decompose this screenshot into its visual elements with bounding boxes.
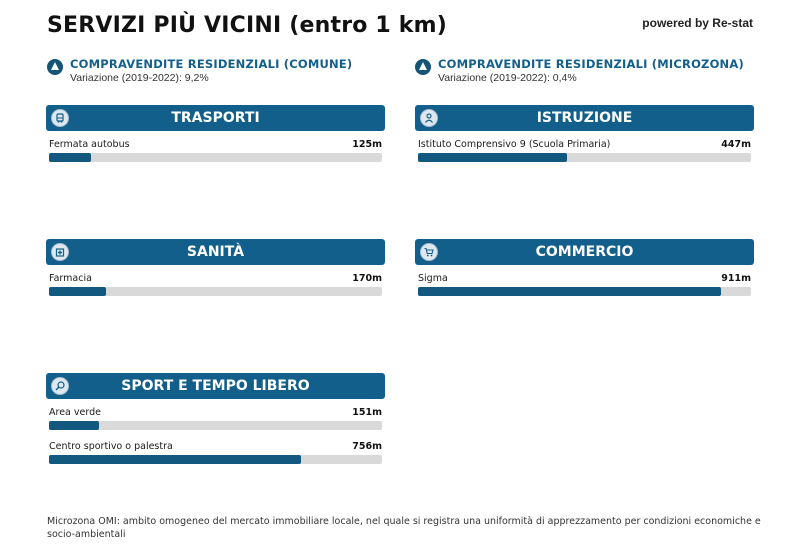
list-item — [49, 441, 382, 465]
service-label: Centro sportivo o palestra — [49, 441, 173, 452]
card-header — [46, 239, 385, 265]
powered-by: powered by Re-stat — [642, 16, 753, 30]
cart-icon — [420, 243, 438, 261]
list-item — [418, 273, 751, 297]
service-label: Fermata autobus — [49, 139, 130, 150]
list-item — [418, 139, 751, 163]
service-label: Sigma — [418, 273, 448, 284]
list-item — [49, 273, 382, 297]
card-title: ISTRUZIONE — [536, 110, 633, 126]
card-title: SPORT E TEMPO LIBERO — [121, 378, 310, 394]
hospital-icon — [51, 243, 69, 261]
card-header — [415, 239, 754, 265]
tennis-icon — [51, 377, 69, 395]
distance-bar — [49, 153, 382, 162]
service-distance: 151m — [352, 407, 382, 418]
trend-variation: Variazione (2019-2022): 0,4% — [438, 72, 577, 84]
card-istruzione — [415, 105, 754, 163]
page-title: SERVIZI PIÙ VICINI (entro 1 km) — [47, 13, 448, 38]
card-header — [46, 105, 385, 131]
service-distance: 170m — [352, 273, 382, 284]
list-item — [49, 407, 382, 431]
trend-heading: COMPRAVENDITE RESIDENZIALI (MICROZONA) — [438, 57, 744, 71]
service-distance: 125m — [352, 139, 382, 150]
school-icon — [420, 109, 438, 127]
trend-heading: COMPRAVENDITE RESIDENZIALI (COMUNE) — [70, 57, 353, 71]
card-header — [46, 373, 385, 399]
distance-bar — [418, 153, 751, 162]
card-sport — [46, 373, 385, 465]
service-distance: 911m — [721, 273, 751, 284]
bus-icon — [51, 109, 69, 127]
card-trasporti — [46, 105, 385, 163]
card-title: SANITÀ — [186, 244, 245, 260]
distance-bar — [418, 287, 751, 296]
footnote: Microzona OMI: ambito omogeneo del mercato immobiliare locale, nel quale si registra una uniformità di apprezzamento per condizioni economiche e socio-ambientali — [47, 516, 761, 540]
distance-bar — [49, 287, 382, 296]
card-sanita — [46, 239, 385, 297]
trend-up-icon — [47, 59, 63, 75]
card-title: COMMERCIO — [535, 244, 634, 260]
card-title: TRASPORTI — [171, 110, 260, 126]
trend-up-icon — [415, 59, 431, 75]
service-distance: 447m — [721, 139, 751, 150]
service-label: Istituto Comprensivo 9 (Scuola Primaria) — [418, 139, 611, 150]
card-header — [415, 105, 754, 131]
list-item — [49, 139, 382, 163]
distance-bar — [49, 455, 382, 464]
service-label: Farmacia — [49, 273, 92, 284]
distance-bar — [49, 421, 382, 430]
service-label: Area verde — [49, 407, 101, 418]
trend-variation: Variazione (2019-2022): 9,2% — [70, 72, 209, 84]
card-commercio — [415, 239, 754, 297]
service-distance: 756m — [352, 441, 382, 452]
